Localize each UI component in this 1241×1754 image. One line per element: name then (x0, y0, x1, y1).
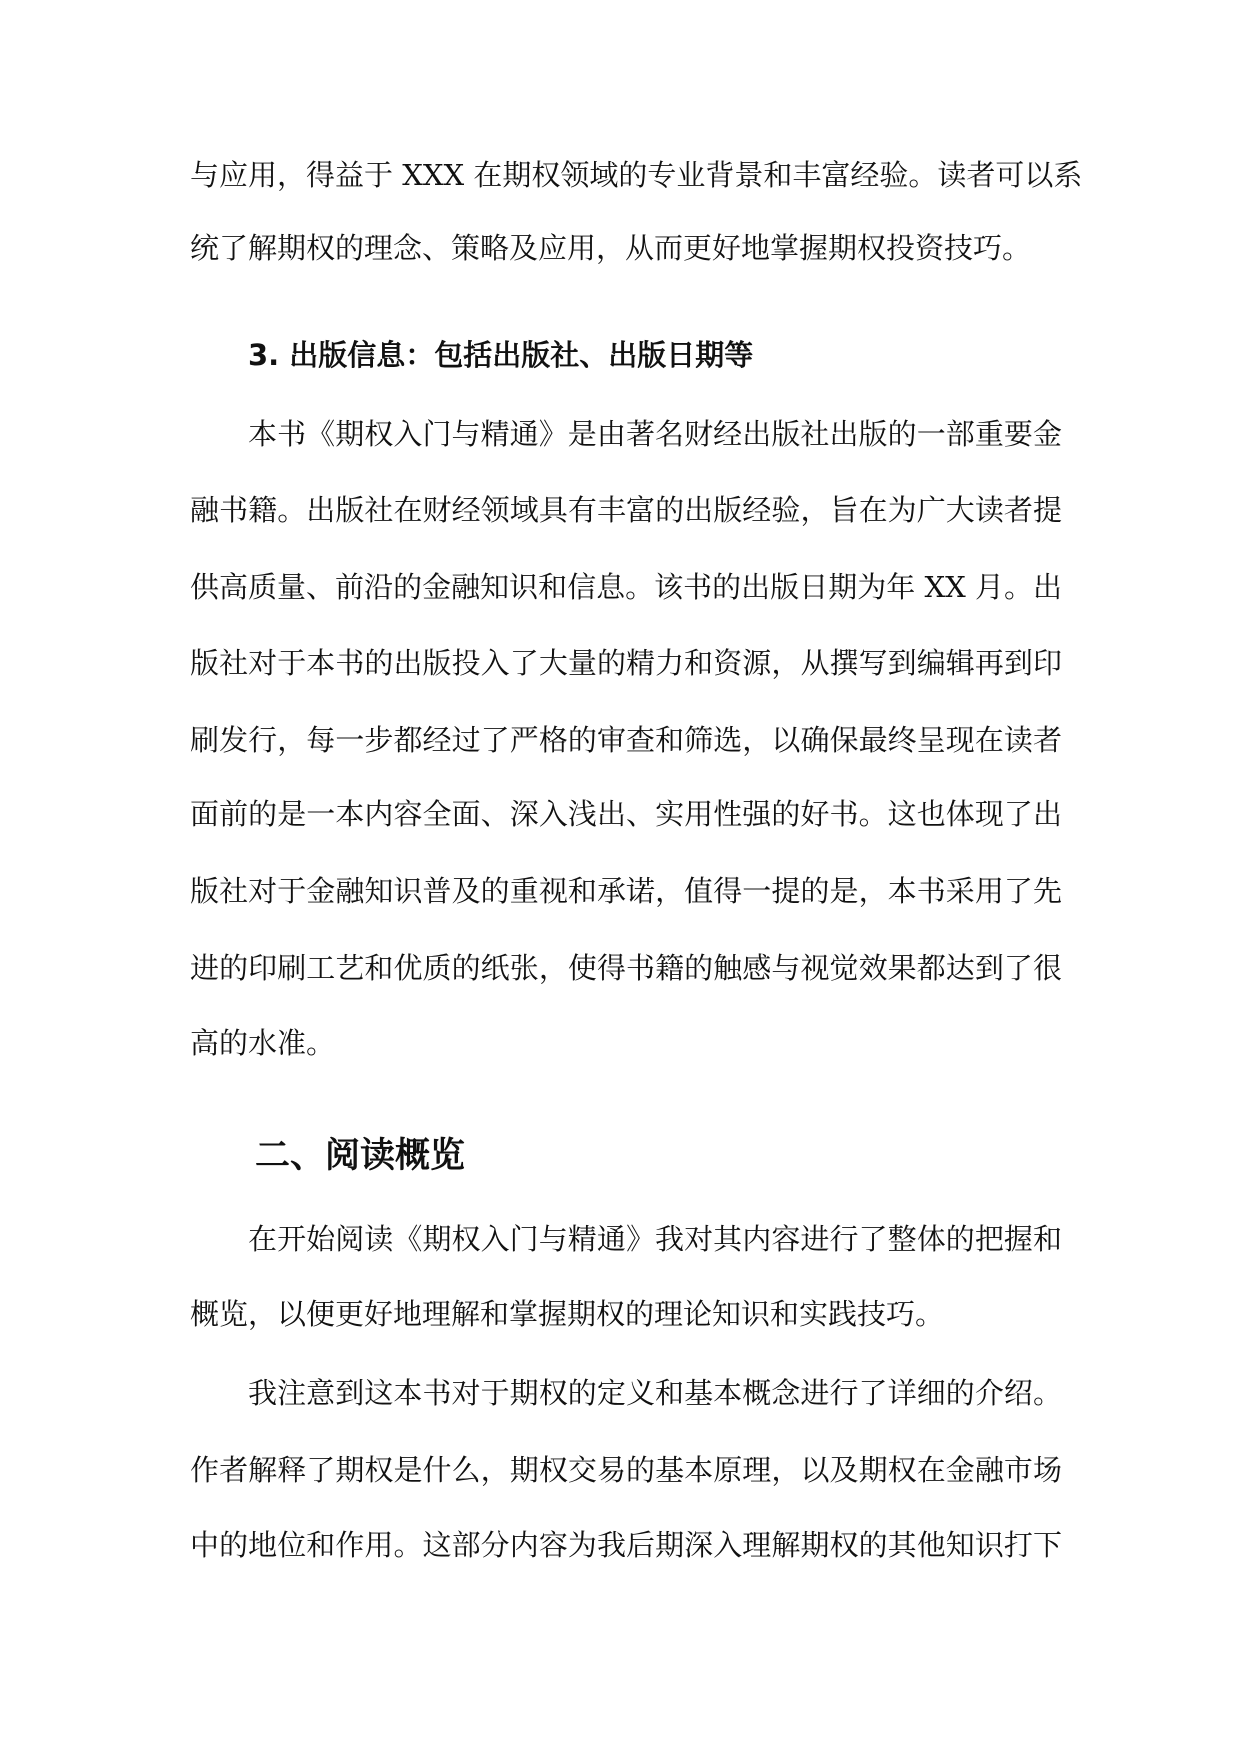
paragraph-line: 本书《期权入门与精通》是由著名财经出版社出版的一部重要金 (248, 417, 1062, 451)
paragraph-line: 统了解期权的理念、策略及应用，从而更好地掌握期权投资技巧。 (190, 231, 1032, 265)
paragraph-line: 中的地位和作用。这部分内容为我后期深入理解期权的其他知识打下 (190, 1528, 1062, 1562)
section-heading: 3. 出版信息：包括出版社、出版日期等 (248, 338, 754, 372)
paragraph-line: 供高质量、前沿的金融知识和信息。该书的出版日期为年 XX 月。出 (190, 570, 1062, 604)
paragraph-line: 作者解释了期权是什么，期权交易的基本原理，以及期权在金融市场 (190, 1453, 1062, 1487)
paragraph-line: 在开始阅读《期权入门与精通》我对其内容进行了整体的把握和 (248, 1222, 1062, 1256)
paragraph-line: 版社对于金融知识普及的重视和承诺，值得一提的是，本书采用了先 (190, 874, 1062, 908)
paragraph-line: 概览，以便更好地理解和掌握期权的理论知识和实践技巧。 (190, 1297, 945, 1331)
paragraph-line: 我注意到这本书对于期权的定义和基本概念进行了详细的介绍。 (248, 1376, 1062, 1410)
paragraph-line: 融书籍。出版社在财经领域具有丰富的出版经验，旨在为广大读者提 (190, 493, 1062, 527)
paragraph-line: 高的水准。 (190, 1026, 336, 1060)
chapter-heading: 二、阅读概览 (255, 1136, 466, 1176)
paragraph-line: 刷发行，每一步都经过了严格的审查和筛选，以确保最终呈现在读者 (190, 723, 1062, 757)
paragraph-line: 进的印刷工艺和优质的纸张，使得书籍的触感与视觉效果都达到了很 (190, 951, 1062, 985)
paragraph-line: 版社对于本书的出版投入了大量的精力和资源，从撰写到编辑再到印 (190, 646, 1062, 680)
paragraph-line: 与应用，得益于 XXX 在期权领域的专业背景和丰富经验。读者可以系 (190, 158, 1083, 192)
paragraph-line: 面前的是一本内容全面、深入浅出、实用性强的好书。这也体现了出 (190, 797, 1062, 831)
